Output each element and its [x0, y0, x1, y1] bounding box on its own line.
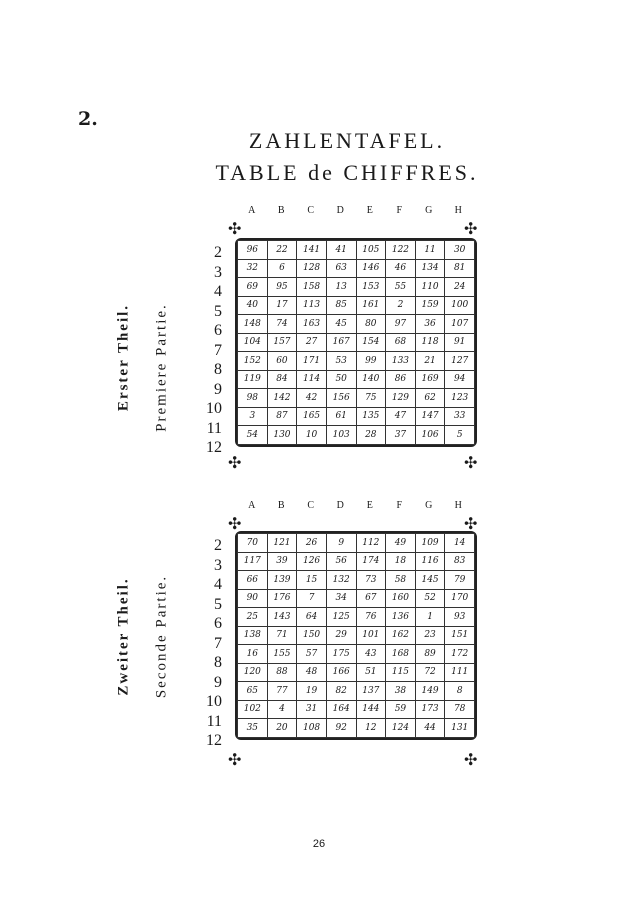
table-cell: 84 — [267, 370, 297, 389]
table-cell: 119 — [238, 370, 268, 389]
table-cell: 74 — [267, 315, 297, 334]
table-cell: 50 — [326, 370, 356, 389]
part1-label-german: Erster Theil. — [115, 303, 132, 412]
table-cell: 8 — [445, 682, 475, 701]
table-cell: 57 — [297, 645, 327, 664]
row-label: 12 — [206, 732, 222, 749]
row-label: 8 — [214, 361, 222, 378]
table-row — [238, 259, 475, 278]
part2-label-french: Seconde Partie. — [153, 574, 170, 699]
table-cell: 89 — [415, 645, 445, 664]
table-row — [238, 663, 475, 682]
row-labels — [202, 536, 222, 751]
table-cell: 69 — [238, 278, 268, 297]
table-row — [238, 352, 475, 371]
table-cell: 149 — [415, 682, 445, 701]
table-cell: 38 — [386, 682, 416, 701]
table-cell: 174 — [356, 552, 386, 571]
table-cell: 138 — [238, 626, 268, 645]
table-row — [238, 426, 475, 445]
table-cell: 106 — [415, 426, 445, 445]
table-cell: 114 — [297, 370, 327, 389]
table-cell: 90 — [238, 589, 268, 608]
table-row — [238, 278, 475, 297]
flourish-icon: ✣ — [228, 453, 242, 472]
table-cell: 168 — [386, 645, 416, 664]
table-cell: 49 — [386, 534, 416, 553]
table-cell: 70 — [238, 534, 268, 553]
table-cell: 56 — [326, 552, 356, 571]
row-label: 5 — [214, 302, 222, 320]
column-header: F — [396, 500, 403, 511]
table-cell: 7 — [297, 589, 327, 608]
table-cell: 146 — [356, 259, 386, 278]
table-cell: 60 — [267, 352, 297, 371]
row-label: 12 — [206, 439, 222, 456]
column-header: D — [336, 500, 344, 511]
column-header: C — [307, 500, 315, 511]
table-row — [238, 589, 475, 608]
table-cell: 86 — [386, 370, 416, 389]
row-label: 9 — [214, 380, 222, 398]
table-cell: 129 — [386, 389, 416, 408]
table-cell: 4 — [267, 700, 297, 719]
table-cell: 43 — [356, 645, 386, 664]
table-cell: 139 — [267, 571, 297, 590]
table-cell: 116 — [415, 552, 445, 571]
table-cell: 77 — [267, 682, 297, 701]
table-cell: 9 — [326, 534, 356, 553]
table-cell: 121 — [267, 534, 297, 553]
table-cell: 167 — [326, 333, 356, 352]
table-cell: 145 — [415, 571, 445, 590]
table-cell: 150 — [297, 626, 327, 645]
row-label: 4 — [214, 576, 222, 593]
flourish-icon: ✣ — [228, 750, 242, 769]
table-cell: 172 — [445, 645, 475, 664]
table-cell: 125 — [326, 608, 356, 627]
table-cell: 159 — [415, 296, 445, 315]
table-cell: 140 — [356, 370, 386, 389]
table-cell: 160 — [386, 589, 416, 608]
table-cell: 73 — [356, 571, 386, 590]
table-cell: 72 — [415, 663, 445, 682]
table-cell: 78 — [445, 700, 475, 719]
page-number: 26 — [312, 838, 326, 850]
table-cell: 2 — [386, 296, 416, 315]
table-row — [238, 645, 475, 664]
table-cell: 154 — [356, 333, 386, 352]
title-french: TABLE de CHIFFRES. — [215, 160, 479, 185]
table-cell: 120 — [238, 663, 268, 682]
table-row — [238, 389, 475, 408]
table-row — [238, 682, 475, 701]
table-cell: 37 — [386, 426, 416, 445]
table-cell: 19 — [297, 682, 327, 701]
table-cell: 10 — [297, 426, 327, 445]
table-row — [238, 296, 475, 315]
row-label: 3 — [214, 556, 222, 574]
row-label: 7 — [214, 341, 222, 359]
table-cell: 117 — [238, 552, 268, 571]
column-header: A — [248, 205, 256, 216]
table-cell: 142 — [267, 389, 297, 408]
table-cell: 151 — [445, 626, 475, 645]
column-header: E — [366, 500, 373, 511]
table-cell: 52 — [415, 589, 445, 608]
table-cell: 68 — [386, 333, 416, 352]
column-header: F — [396, 205, 403, 216]
table-cell: 33 — [445, 407, 475, 426]
number-grid — [237, 240, 475, 445]
table-cell: 66 — [238, 571, 268, 590]
table-cell: 162 — [386, 626, 416, 645]
table-cell: 59 — [386, 700, 416, 719]
column-header: A — [248, 500, 256, 511]
table-cell: 44 — [415, 719, 445, 738]
table-cell: 21 — [415, 352, 445, 371]
table-cell: 105 — [356, 241, 386, 260]
table-cell: 82 — [326, 682, 356, 701]
part1-label-french: Premiere Partie. — [153, 303, 170, 432]
table-cell: 134 — [415, 259, 445, 278]
flourish-icon: ✣ — [464, 750, 478, 769]
table-cell: 32 — [238, 259, 268, 278]
number-grid — [237, 533, 475, 738]
table-cell: 124 — [386, 719, 416, 738]
table-cell: 20 — [267, 719, 297, 738]
table-cell: 137 — [356, 682, 386, 701]
table-cell: 127 — [445, 352, 475, 371]
grid-frame — [235, 238, 477, 447]
table-cell: 34 — [326, 589, 356, 608]
table-cell: 87 — [267, 407, 297, 426]
table-cell: 170 — [445, 589, 475, 608]
row-label: 11 — [206, 712, 222, 730]
row-label: 8 — [214, 654, 222, 671]
column-header: B — [277, 205, 285, 216]
table-cell: 99 — [356, 352, 386, 371]
table-cell: 36 — [415, 315, 445, 334]
table-cell: 123 — [445, 389, 475, 408]
row-label: 2 — [214, 244, 222, 261]
table-cell: 112 — [356, 534, 386, 553]
table-cell: 25 — [238, 608, 268, 627]
table-cell: 42 — [297, 389, 327, 408]
table-cell: 80 — [356, 315, 386, 334]
flourish-icon: ✣ — [464, 219, 478, 238]
table-cell: 65 — [238, 682, 268, 701]
first-part-table — [200, 205, 478, 472]
table-cell: 53 — [326, 352, 356, 371]
table-cell: 94 — [445, 370, 475, 389]
table-cell: 85 — [326, 296, 356, 315]
table-cell: 48 — [297, 663, 327, 682]
table-cell: 58 — [386, 571, 416, 590]
part2-label-german: Zweiter Theil. — [115, 577, 132, 696]
row-label: 5 — [214, 595, 222, 613]
table-cell: 55 — [386, 278, 416, 297]
table-cell: 175 — [326, 645, 356, 664]
table-cell: 31 — [297, 700, 327, 719]
column-header: B — [277, 500, 285, 511]
second-part-table — [200, 500, 478, 770]
table-cell: 122 — [386, 241, 416, 260]
table-cell: 93 — [445, 608, 475, 627]
table-row — [238, 333, 475, 352]
table-cell: 111 — [445, 663, 475, 682]
table-cell: 109 — [415, 534, 445, 553]
table-cell: 100 — [445, 296, 475, 315]
table-row — [238, 534, 475, 553]
page-marker: 2. — [78, 108, 98, 130]
table-cell: 171 — [297, 352, 327, 371]
flourish-icon: ✣ — [228, 514, 242, 533]
table-cell: 24 — [445, 278, 475, 297]
table-row — [238, 315, 475, 334]
table-row — [238, 407, 475, 426]
table-cell: 22 — [267, 241, 297, 260]
table-cell: 83 — [445, 552, 475, 571]
table-row — [238, 700, 475, 719]
table-cell: 67 — [356, 589, 386, 608]
table-cell: 136 — [386, 608, 416, 627]
table-cell: 157 — [267, 333, 297, 352]
table-cell: 101 — [356, 626, 386, 645]
title-german: ZAHLENTAFEL. — [248, 128, 446, 153]
row-label: 6 — [214, 615, 222, 632]
table-cell: 14 — [445, 534, 475, 553]
table-cell: 104 — [238, 333, 268, 352]
table-cell: 97 — [386, 315, 416, 334]
table-cell: 35 — [238, 719, 268, 738]
table-cell: 18 — [386, 552, 416, 571]
column-header: C — [307, 205, 315, 216]
table-cell: 153 — [356, 278, 386, 297]
table-cell: 163 — [297, 315, 327, 334]
column-headers — [237, 500, 473, 511]
table-cell: 176 — [267, 589, 297, 608]
table-cell: 108 — [297, 719, 327, 738]
table-cell: 13 — [326, 278, 356, 297]
table-cell: 6 — [267, 259, 297, 278]
table-cell: 155 — [267, 645, 297, 664]
table-cell: 23 — [415, 626, 445, 645]
table-cell: 62 — [415, 389, 445, 408]
table-cell: 128 — [297, 259, 327, 278]
table-cell: 46 — [386, 259, 416, 278]
table-cell: 5 — [445, 426, 475, 445]
column-header: D — [336, 205, 344, 216]
table-cell: 61 — [326, 407, 356, 426]
table-cell: 30 — [445, 241, 475, 260]
flourish-icon: ✣ — [464, 453, 478, 472]
table-cell: 96 — [238, 241, 268, 260]
table-row — [238, 719, 475, 738]
table-cell: 75 — [356, 389, 386, 408]
grid-frame — [235, 531, 477, 740]
column-header: E — [366, 205, 373, 216]
table-cell: 17 — [267, 296, 297, 315]
table-row — [238, 552, 475, 571]
table-cell: 3 — [238, 407, 268, 426]
table-row — [238, 370, 475, 389]
table-row — [238, 241, 475, 260]
table-cell: 27 — [297, 333, 327, 352]
row-label: 9 — [214, 673, 222, 691]
table-cell: 63 — [326, 259, 356, 278]
table-cell: 54 — [238, 426, 268, 445]
table-cell: 41 — [326, 241, 356, 260]
table-cell: 64 — [297, 608, 327, 627]
table-cell: 173 — [415, 700, 445, 719]
row-label: 2 — [214, 537, 222, 554]
table-cell: 152 — [238, 352, 268, 371]
row-label: 11 — [206, 419, 222, 437]
row-label: 7 — [214, 634, 222, 652]
table-cell: 81 — [445, 259, 475, 278]
table-cell: 166 — [326, 663, 356, 682]
table-cell: 29 — [326, 626, 356, 645]
flourish-icon: ✣ — [228, 219, 242, 238]
table-cell: 148 — [238, 315, 268, 334]
row-label: 10 — [206, 693, 222, 710]
table-cell: 1 — [415, 608, 445, 627]
column-header: H — [454, 500, 462, 511]
row-label: 3 — [214, 263, 222, 281]
table-row — [238, 608, 475, 627]
table-cell: 11 — [415, 241, 445, 260]
table-cell: 141 — [297, 241, 327, 260]
table-cell: 103 — [326, 426, 356, 445]
column-header: H — [454, 205, 462, 216]
flourish-icon: ✣ — [464, 514, 478, 533]
table-cell: 88 — [267, 663, 297, 682]
table-cell: 12 — [356, 719, 386, 738]
table-cell: 98 — [238, 389, 268, 408]
table-cell: 76 — [356, 608, 386, 627]
table-cell: 164 — [326, 700, 356, 719]
table-cell: 15 — [297, 571, 327, 590]
row-label: 6 — [214, 322, 222, 339]
table-cell: 107 — [445, 315, 475, 334]
table-cell: 135 — [356, 407, 386, 426]
table-cell: 47 — [386, 407, 416, 426]
table-cell: 45 — [326, 315, 356, 334]
table-cell: 165 — [297, 407, 327, 426]
table-cell: 51 — [356, 663, 386, 682]
table-cell: 110 — [415, 278, 445, 297]
table-row — [238, 626, 475, 645]
row-label: 4 — [214, 283, 222, 300]
row-label: 10 — [206, 400, 222, 417]
table-cell: 144 — [356, 700, 386, 719]
table-cell: 16 — [238, 645, 268, 664]
table-cell: 95 — [267, 278, 297, 297]
table-cell: 91 — [445, 333, 475, 352]
table-cell: 132 — [326, 571, 356, 590]
table-cell: 169 — [415, 370, 445, 389]
table-cell: 118 — [415, 333, 445, 352]
table-cell: 113 — [297, 296, 327, 315]
row-labels — [202, 243, 222, 458]
table-cell: 143 — [267, 608, 297, 627]
table-cell: 130 — [267, 426, 297, 445]
table-cell: 39 — [267, 552, 297, 571]
table-row — [238, 571, 475, 590]
table-cell: 133 — [386, 352, 416, 371]
table-cell: 115 — [386, 663, 416, 682]
table-cell: 102 — [238, 700, 268, 719]
table-cell: 156 — [326, 389, 356, 408]
table-cell: 79 — [445, 571, 475, 590]
table-cell: 147 — [415, 407, 445, 426]
table-cell: 28 — [356, 426, 386, 445]
table-cell: 26 — [297, 534, 327, 553]
column-header: G — [425, 205, 433, 216]
column-header: G — [425, 500, 433, 511]
table-cell: 158 — [297, 278, 327, 297]
table-cell: 40 — [238, 296, 268, 315]
table-cell: 92 — [326, 719, 356, 738]
table-cell: 161 — [356, 296, 386, 315]
table-cell: 131 — [445, 719, 475, 738]
table-cell: 71 — [267, 626, 297, 645]
column-headers — [237, 205, 473, 216]
table-cell: 126 — [297, 552, 327, 571]
